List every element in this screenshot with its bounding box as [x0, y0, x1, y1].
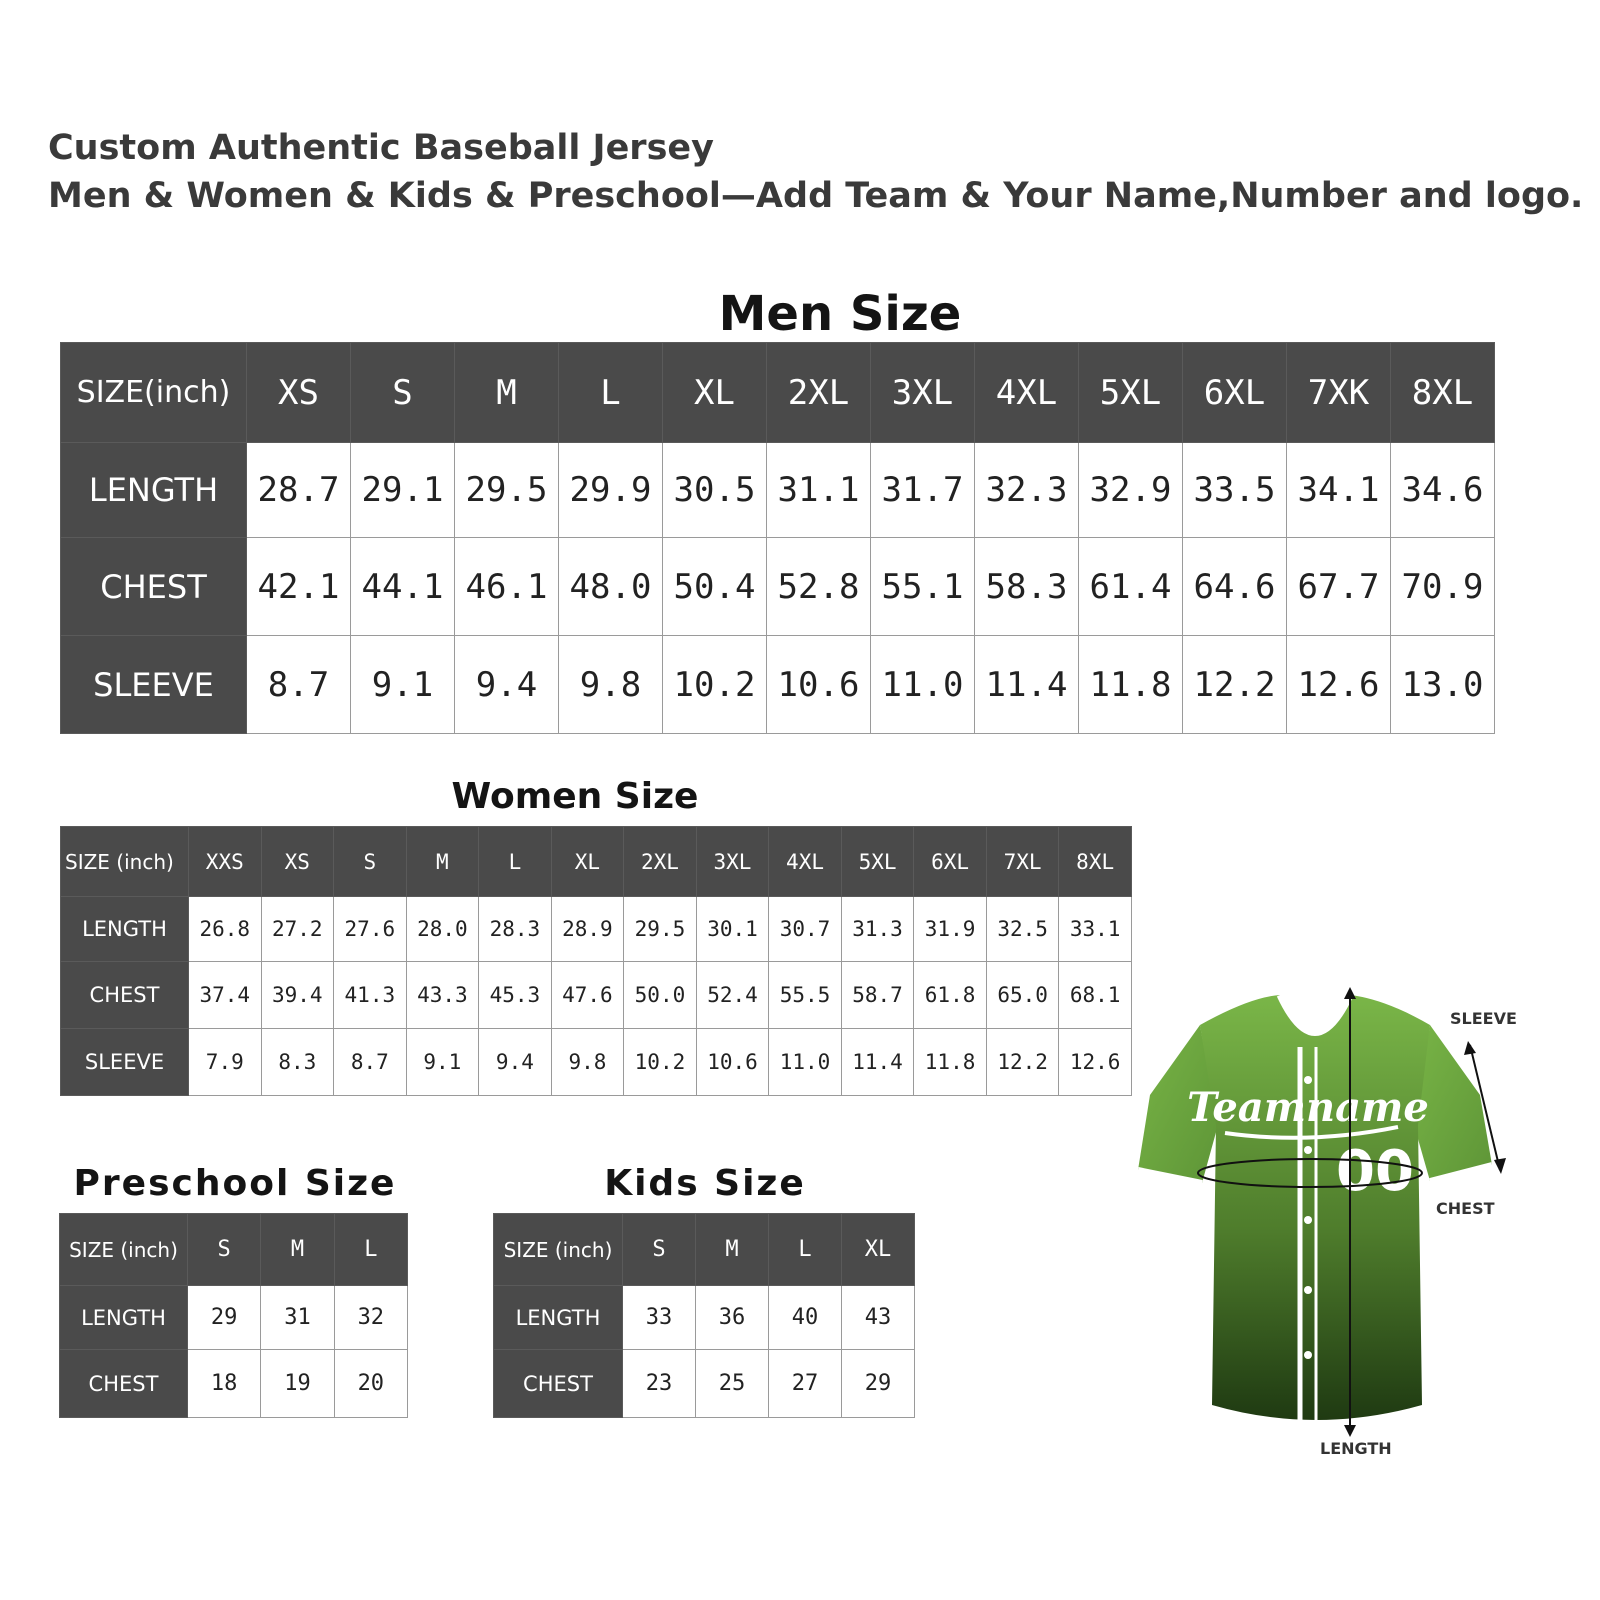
measurement-label: LENGTH — [494, 1286, 623, 1350]
size-column-header: M — [406, 827, 479, 897]
jersey-team-text: Teamname — [1187, 1084, 1429, 1131]
measurement-label: CHEST — [61, 538, 247, 636]
measurement-value: 47.6 — [551, 962, 624, 1029]
measurement-value: 9.4 — [479, 1029, 552, 1096]
measurement-value: 58.3 — [975, 538, 1079, 636]
size-unit-header: SIZE (inch) — [494, 1214, 623, 1286]
measurement-value: 31 — [261, 1286, 334, 1350]
jersey-button — [1304, 1286, 1312, 1294]
measurement-value: 33.1 — [1059, 897, 1132, 962]
size-column-header: L — [479, 827, 552, 897]
measurement-value: 8.7 — [247, 636, 351, 734]
header-line-1: Custom Authentic Baseball Jersey — [48, 128, 714, 168]
kids-size-title: Kids Size — [604, 1163, 806, 1204]
measurement-value: 43 — [842, 1286, 915, 1350]
measurement-label: CHEST — [60, 1350, 188, 1418]
size-column-header: XS — [247, 343, 351, 443]
measurement-value: 18 — [188, 1350, 261, 1418]
measurement-value: 43.3 — [406, 962, 479, 1029]
size-column-header: 6XL — [914, 827, 987, 897]
measurement-row — [60, 1350, 408, 1418]
measurement-value: 37.4 — [189, 962, 262, 1029]
jersey-button — [1304, 1351, 1312, 1359]
measurement-value: 32.3 — [975, 443, 1079, 538]
measurement-value: 52.8 — [767, 538, 871, 636]
measurement-value: 30.1 — [696, 897, 769, 962]
jersey-illustration — [1130, 985, 1560, 1475]
size-column-header: XS — [261, 827, 334, 897]
preschool-size-table — [59, 1213, 408, 1418]
measurement-value: 32 — [334, 1286, 407, 1350]
size-column-header: S — [188, 1214, 261, 1286]
measurement-value: 50.4 — [663, 538, 767, 636]
length-label: LENGTH — [1320, 1439, 1392, 1458]
measurement-value: 32.5 — [986, 897, 1059, 962]
measurement-value: 12.6 — [1059, 1029, 1132, 1096]
measurement-value: 29.9 — [559, 443, 663, 538]
size-column-header: XXS — [189, 827, 262, 897]
measurement-value: 31.1 — [767, 443, 871, 538]
measurement-row — [61, 1029, 1132, 1096]
measurement-value: 23 — [623, 1350, 696, 1418]
size-column-header: XL — [663, 343, 767, 443]
size-column-header: 8XL — [1059, 827, 1132, 897]
measurement-value: 68.1 — [1059, 962, 1132, 1029]
size-unit-header: SIZE(inch) — [61, 343, 247, 443]
size-unit-header: SIZE (inch) — [60, 1214, 188, 1286]
measurement-value: 65.0 — [986, 962, 1059, 1029]
jersey-button — [1304, 1146, 1312, 1154]
measurement-value: 11.8 — [914, 1029, 987, 1096]
size-column-header: XL — [842, 1214, 915, 1286]
measurement-value: 70.9 — [1391, 538, 1495, 636]
measurement-label: CHEST — [494, 1350, 623, 1418]
measurement-value: 31.3 — [841, 897, 914, 962]
measurement-value: 31.9 — [914, 897, 987, 962]
measurement-value: 26.8 — [189, 897, 262, 962]
measurement-value: 34.6 — [1391, 443, 1495, 538]
measurement-row — [61, 897, 1132, 962]
measurement-value: 11.0 — [871, 636, 975, 734]
measurement-value: 67.7 — [1287, 538, 1391, 636]
jersey-button — [1304, 1216, 1312, 1224]
measurement-value: 32.9 — [1079, 443, 1183, 538]
measurement-value: 12.6 — [1287, 636, 1391, 734]
measurement-value: 30.5 — [663, 443, 767, 538]
size-column-header: M — [261, 1214, 334, 1286]
size-header-row — [61, 827, 1132, 897]
size-column-header: 2XL — [767, 343, 871, 443]
header-line-2: Men & Women & Kids & Preschool—Add Team & Your Name,Number and logo. — [48, 176, 1584, 216]
measurement-value: 55.1 — [871, 538, 975, 636]
size-column-header: 4XL — [769, 827, 842, 897]
measurement-value: 27.2 — [261, 897, 334, 962]
women-size-title: Women Size — [451, 776, 699, 817]
measurement-value: 40 — [769, 1286, 842, 1350]
size-column-header: L — [559, 343, 663, 443]
measurement-value: 12.2 — [1183, 636, 1287, 734]
measurement-value: 13.0 — [1391, 636, 1495, 734]
size-column-header: M — [696, 1214, 769, 1286]
jersey-number-text: 00 — [1336, 1139, 1414, 1204]
size-column-header: S — [351, 343, 455, 443]
measurement-label: LENGTH — [61, 897, 189, 962]
measurement-value: 64.6 — [1183, 538, 1287, 636]
measurement-value: 50.0 — [624, 962, 697, 1029]
measurement-value: 10.6 — [767, 636, 871, 734]
measurement-value: 30.7 — [769, 897, 842, 962]
measurement-value: 29.5 — [624, 897, 697, 962]
measurement-row — [494, 1350, 915, 1418]
measurement-value: 10.6 — [696, 1029, 769, 1096]
size-unit-header: SIZE (inch) — [61, 827, 189, 897]
sleeve-arrow-top — [1464, 1041, 1476, 1055]
measurement-value: 45.3 — [479, 962, 552, 1029]
measurement-value: 20 — [334, 1350, 407, 1418]
measurement-row — [61, 962, 1132, 1029]
men-size-table — [60, 342, 1495, 734]
measurement-value: 61.4 — [1079, 538, 1183, 636]
size-column-header: M — [455, 343, 559, 443]
measurement-row — [61, 538, 1495, 636]
measurement-value: 41.3 — [334, 962, 407, 1029]
size-column-header: 7XK — [1287, 343, 1391, 443]
measurement-label: LENGTH — [60, 1286, 188, 1350]
size-column-header: XL — [551, 827, 624, 897]
measurement-value: 8.7 — [334, 1029, 407, 1096]
measurement-row — [61, 636, 1495, 734]
measurement-value: 29 — [188, 1286, 261, 1350]
measurement-value: 46.1 — [455, 538, 559, 636]
measurement-row — [494, 1286, 915, 1350]
measurement-label: SLEEVE — [61, 636, 247, 734]
measurement-label: CHEST — [61, 962, 189, 1029]
measurement-value: 48.0 — [559, 538, 663, 636]
size-column-header: S — [623, 1214, 696, 1286]
size-header-row — [60, 1214, 408, 1286]
measurement-value: 25 — [696, 1350, 769, 1418]
measurement-value: 39.4 — [261, 962, 334, 1029]
measurement-value: 31.7 — [871, 443, 975, 538]
measurement-row — [61, 443, 1495, 538]
measurement-value: 7.9 — [189, 1029, 262, 1096]
size-column-header: 5XL — [841, 827, 914, 897]
jersey-button — [1304, 1076, 1312, 1084]
measurement-label: LENGTH — [61, 443, 247, 538]
size-header-row — [61, 343, 1495, 443]
measurement-value: 42.1 — [247, 538, 351, 636]
page-header — [48, 124, 1583, 220]
size-column-header: S — [334, 827, 407, 897]
chest-label: CHEST — [1436, 1199, 1495, 1218]
measurement-value: 12.2 — [986, 1029, 1059, 1096]
measurement-value: 11.4 — [975, 636, 1079, 734]
measurement-value: 10.2 — [663, 636, 767, 734]
measurement-value: 33 — [623, 1286, 696, 1350]
measurement-value: 27 — [769, 1350, 842, 1418]
size-header-row — [494, 1214, 915, 1286]
measurement-value: 52.4 — [696, 962, 769, 1029]
measurement-value: 29.1 — [351, 443, 455, 538]
measurement-value: 9.4 — [455, 636, 559, 734]
preschool-size-title: Preschool Size — [73, 1163, 397, 1204]
measurement-value: 8.3 — [261, 1029, 334, 1096]
measurement-value: 27.6 — [334, 897, 407, 962]
measurement-value: 9.1 — [406, 1029, 479, 1096]
sleeve-label: SLEEVE — [1450, 1009, 1517, 1028]
measurement-value: 33.5 — [1183, 443, 1287, 538]
size-column-header: 5XL — [1079, 343, 1183, 443]
measurement-value: 9.8 — [559, 636, 663, 734]
length-arrow-bottom — [1344, 1425, 1356, 1437]
size-column-header: 4XL — [975, 343, 1079, 443]
size-column-header: 8XL — [1391, 343, 1495, 443]
measurement-value: 11.0 — [769, 1029, 842, 1096]
sleeve-arrow-bottom — [1494, 1158, 1506, 1174]
measurement-value: 55.5 — [769, 962, 842, 1029]
measurement-value: 9.1 — [351, 636, 455, 734]
measurement-value: 11.8 — [1079, 636, 1183, 734]
size-column-header: 6XL — [1183, 343, 1287, 443]
measurement-value: 34.1 — [1287, 443, 1391, 538]
size-column-header: 2XL — [624, 827, 697, 897]
size-column-header: 3XL — [696, 827, 769, 897]
measurement-value: 9.8 — [551, 1029, 624, 1096]
size-column-header: L — [334, 1214, 407, 1286]
measurement-value: 28.7 — [247, 443, 351, 538]
size-column-header: 7XL — [986, 827, 1059, 897]
measurement-value: 11.4 — [841, 1029, 914, 1096]
women-size-table — [60, 826, 1132, 1096]
measurement-value: 28.0 — [406, 897, 479, 962]
jersey-graphic — [1130, 985, 1560, 1475]
measurement-value: 19 — [261, 1350, 334, 1418]
measurement-row — [60, 1286, 408, 1350]
measurement-value: 10.2 — [624, 1029, 697, 1096]
measurement-value: 29.5 — [455, 443, 559, 538]
length-arrow-top — [1344, 987, 1356, 999]
measurement-value: 29 — [842, 1350, 915, 1418]
measurement-value: 28.3 — [479, 897, 552, 962]
measurement-value: 61.8 — [914, 962, 987, 1029]
measurement-value: 44.1 — [351, 538, 455, 636]
measurement-label: SLEEVE — [61, 1029, 189, 1096]
size-column-header: L — [769, 1214, 842, 1286]
measurement-value: 28.9 — [551, 897, 624, 962]
size-column-header: 3XL — [871, 343, 975, 443]
kids-size-table — [493, 1213, 915, 1418]
men-size-title: Men Size — [718, 286, 962, 342]
measurement-value: 58.7 — [841, 962, 914, 1029]
measurement-value: 36 — [696, 1286, 769, 1350]
